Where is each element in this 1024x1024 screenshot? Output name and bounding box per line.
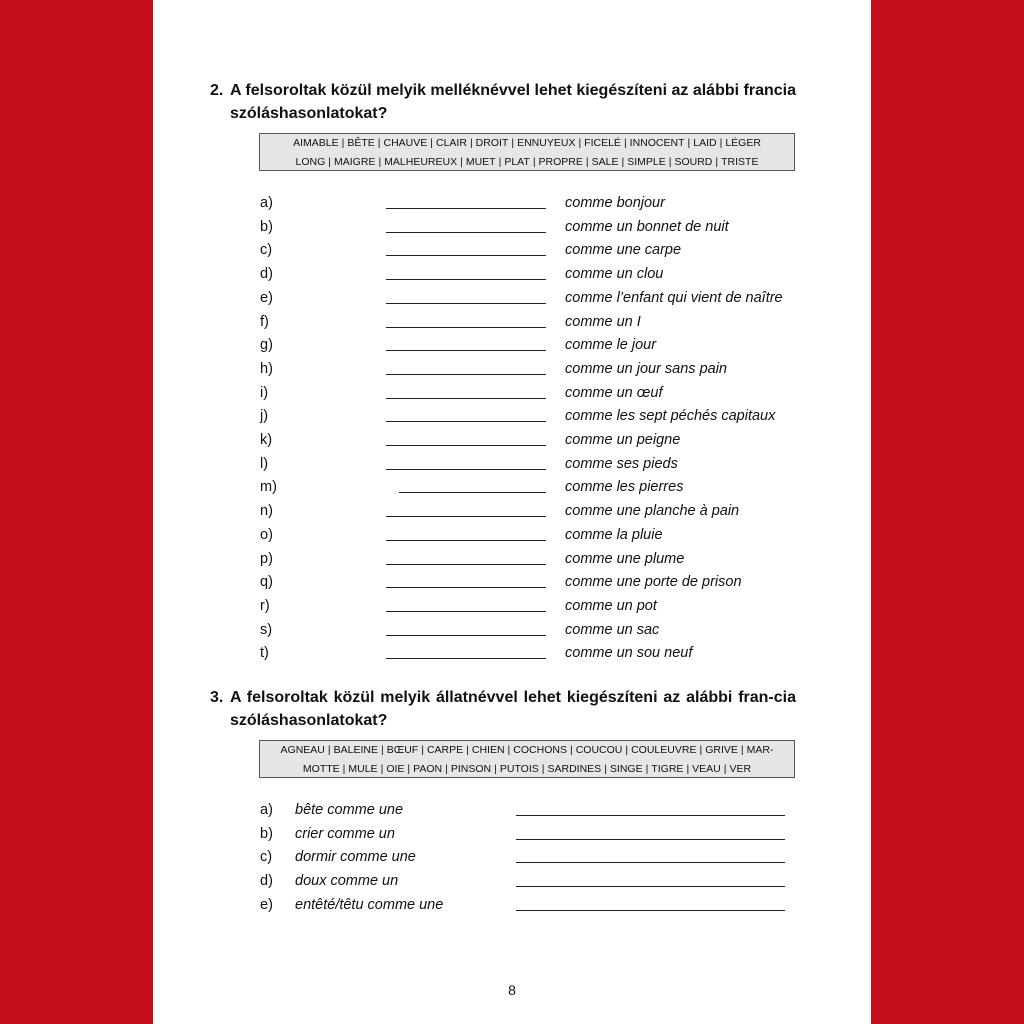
item-letter: d) [260,266,273,283]
item-row [260,477,780,497]
word-option: PROPRE [538,156,583,168]
word-option: AGNEAU [280,744,325,756]
answer-blank[interactable] [386,398,546,399]
word-box-line-1 [260,741,794,760]
item-row [260,800,790,820]
animal-word-box [259,740,795,778]
item-row [260,383,780,403]
item-phrase: comme un pot [565,597,657,614]
item-phrase: comme une planche à pain [565,503,740,520]
word-option: LONG [295,156,326,168]
word-separator: | [380,744,384,756]
answer-blank[interactable] [386,516,546,517]
item-row [260,264,780,284]
word-option: VER [729,763,752,775]
item-phrase: bête comme une [295,802,404,818]
word-option: INNOCENT [629,137,685,149]
word-option: MOTTE [302,763,340,775]
word-separator: | [699,744,703,756]
item-letter: t) [260,645,269,662]
answer-blank[interactable] [386,611,546,612]
item-row [260,895,790,915]
word-separator: | [498,156,502,168]
word-option: LAID [693,137,717,149]
answer-blank[interactable] [386,658,546,659]
word-option: CARPE [426,744,464,756]
item-phrase: comme un I [565,313,641,330]
word-option: MAR- [746,744,774,756]
word-option: BÊTE [347,137,375,149]
word-option: CHAUVE [383,137,428,149]
item-phrase: comme une porte de prison [565,574,742,591]
item-row [260,240,780,260]
item-phrase: crier comme un [295,825,395,842]
word-option: SINGE [609,763,643,775]
word-separator: | [507,744,511,756]
answer-blank[interactable] [516,862,785,863]
word-option: MULE [348,763,378,775]
item-phrase: comme le jour [565,337,657,354]
word-option: DROIT [475,137,509,149]
item-phrase: comme une carpe [565,242,682,259]
item-phrase: dormir comme une [295,849,416,866]
word-option: BŒUF [386,744,419,756]
word-option: MUET [465,156,496,168]
item-phrase: comme la pluie [565,526,663,543]
item-row [260,620,780,640]
item-letter: n) [260,503,273,520]
word-separator: | [623,137,627,149]
word-separator: | [668,156,672,168]
item-letter: j) [260,408,269,425]
item-row [260,501,780,521]
word-separator: | [740,744,744,756]
answer-blank[interactable] [386,469,546,470]
word-separator: | [407,763,411,775]
answer-blank[interactable] [399,492,546,493]
word-separator: | [327,744,331,756]
question-3-title [210,686,796,732]
word-box-line-1 [260,134,794,153]
item-letter: r) [260,597,270,614]
answer-blank[interactable] [386,635,546,636]
word-option: PUTOIS [499,763,539,775]
word-option: GRIVE [705,744,738,756]
item-phrase: entêté/têtu comme une [295,896,444,913]
item-phrase: comme les sept péchés capitaux [565,408,776,425]
item-letter: s) [260,621,273,638]
answer-blank[interactable] [386,564,546,565]
word-option: PINSON [450,763,492,775]
item-row [260,454,780,474]
word-separator: | [380,763,384,775]
item-phrase: comme bonjour [565,195,665,211]
answer-blank[interactable] [386,279,546,280]
item-phrase: comme un bonnet de nuit [565,218,729,235]
item-letter: c) [260,849,273,866]
word-option: BALEINE [333,744,378,756]
answer-blank[interactable] [516,839,785,840]
item-row [260,217,780,237]
word-option: COCHONS [513,744,567,756]
word-separator: | [328,156,332,168]
word-option: TIGRE [651,763,684,775]
item-phrase: comme ses pieds [565,455,678,472]
answer-blank[interactable] [386,374,546,375]
question-3-number: 3. [210,689,224,706]
word-separator: | [625,744,629,756]
question-2-text: A felsoroltak közül melyik melléknévvel lehet kiegészíteni az alábbi francia szóláshasonlatokat? [230,82,796,122]
word-option: COULEUVRE [631,744,697,756]
answer-blank[interactable] [386,208,546,209]
item-letter: h) [260,360,273,377]
item-row [260,430,780,450]
word-separator: | [421,744,424,756]
item-letter: o) [260,526,273,543]
item-letter: q) [260,574,273,591]
item-row [260,335,780,355]
word-option: SOURD [674,156,713,168]
word-option: SALE [591,156,619,168]
word-box-line-2 [260,760,794,779]
answer-blank[interactable] [516,886,785,887]
answer-blank[interactable] [386,327,546,328]
item-row [260,193,780,213]
word-separator: | [687,137,691,149]
word-separator: | [541,763,545,775]
item-phrase: comme l’enfant qui vient de naître [565,289,783,306]
word-separator: | [719,137,723,149]
adjective-word-box [259,133,795,171]
item-row [260,572,780,592]
word-separator: | [445,763,448,775]
item-row [260,288,783,308]
word-separator: | [645,763,649,775]
word-option: OIE [386,763,405,775]
word-separator: | [466,744,469,756]
word-separator: | [341,137,345,149]
item-letter: c) [260,242,273,259]
word-separator: | [723,763,727,775]
item-row [260,359,780,379]
word-separator: | [469,137,473,149]
item-letter: k) [260,432,273,448]
answer-blank[interactable] [386,421,546,422]
answer-blank[interactable] [516,815,785,816]
word-separator: | [378,156,382,168]
word-option: COUCOU [575,744,623,756]
word-separator: | [585,156,589,168]
item-phrase: doux comme un [295,873,399,890]
item-row [260,871,790,891]
item-row [260,847,790,867]
word-separator: | [511,137,515,149]
item-letter: a) [260,195,273,211]
word-separator: | [621,156,625,168]
item-letter: e) [260,896,273,913]
item-row [260,312,780,332]
word-option: CHIEN [471,744,505,756]
item-letter: d) [260,873,273,890]
item-letter: a) [260,802,273,818]
item-phrase: comme un clou [565,266,664,283]
word-option: AIMABLE [293,137,339,149]
item-row [260,643,780,663]
item-phrase: comme les pierres [565,479,684,496]
word-option: CLAIR [436,137,467,149]
item-letter: m) [260,479,277,496]
item-letter: i) [260,384,269,401]
word-option: LÉGER [725,137,761,149]
answer-blank[interactable] [516,910,785,911]
item-letter: p) [260,550,273,567]
item-row [260,824,790,844]
word-separator: | [532,156,536,168]
word-separator: | [430,137,433,149]
item-letter: g) [260,337,273,354]
item-letter: b) [260,825,273,842]
word-option: PLAT [504,156,530,168]
answer-blank[interactable] [386,445,546,446]
answer-blank[interactable] [386,303,546,304]
item-phrase: comme un œuf [565,384,663,401]
item-phrase: comme une plume [565,550,685,567]
item-phrase: comme un peigne [565,432,681,448]
answer-blank[interactable] [386,587,546,588]
item-letter: b) [260,218,273,235]
word-option: VEAU [692,763,721,775]
word-option: SARDINES [547,763,602,775]
word-separator: | [342,763,346,775]
word-option: ENNUYEUX [517,137,576,149]
item-phrase: comme un sac [565,621,660,638]
item-row [260,549,780,569]
answer-blank[interactable] [386,350,546,351]
item-phrase: comme un sou neuf [565,645,693,662]
answer-blank[interactable] [386,255,546,256]
word-option: SIMPLE [627,156,666,168]
word-separator: | [715,156,719,168]
item-row [260,406,780,426]
item-phrase: comme un jour sans pain [565,360,727,377]
page-number: 8 [508,982,516,998]
word-separator: | [578,137,582,149]
item-letter: e) [260,289,273,306]
word-option: FICELÉ [584,137,621,149]
item-row [260,525,780,545]
item-row [260,596,780,616]
word-separator: | [377,137,381,149]
word-option: MALHEUREUX [384,156,458,168]
word-separator: | [460,156,463,168]
word-box-line-2 [260,153,794,172]
item-letter: l) [260,455,269,472]
word-separator: | [569,744,573,756]
worksheet-page [153,0,871,1024]
answer-blank[interactable] [386,232,546,233]
question-3-text: A felsoroltak közül melyik állatnévvel lehet kiegészíteni az alábbi fran-cia szóláshasonlatokat? [230,689,796,729]
word-separator: | [604,763,607,775]
answer-blank[interactable] [386,540,546,541]
word-separator: | [686,763,690,775]
word-separator: | [494,763,497,775]
question-2-title [210,79,796,125]
word-option: PAON [413,763,443,775]
word-option: TRISTE [721,156,759,168]
word-option: MAIGRE [334,156,376,168]
question-2-number: 2. [210,82,224,99]
item-letter: f) [260,313,269,330]
